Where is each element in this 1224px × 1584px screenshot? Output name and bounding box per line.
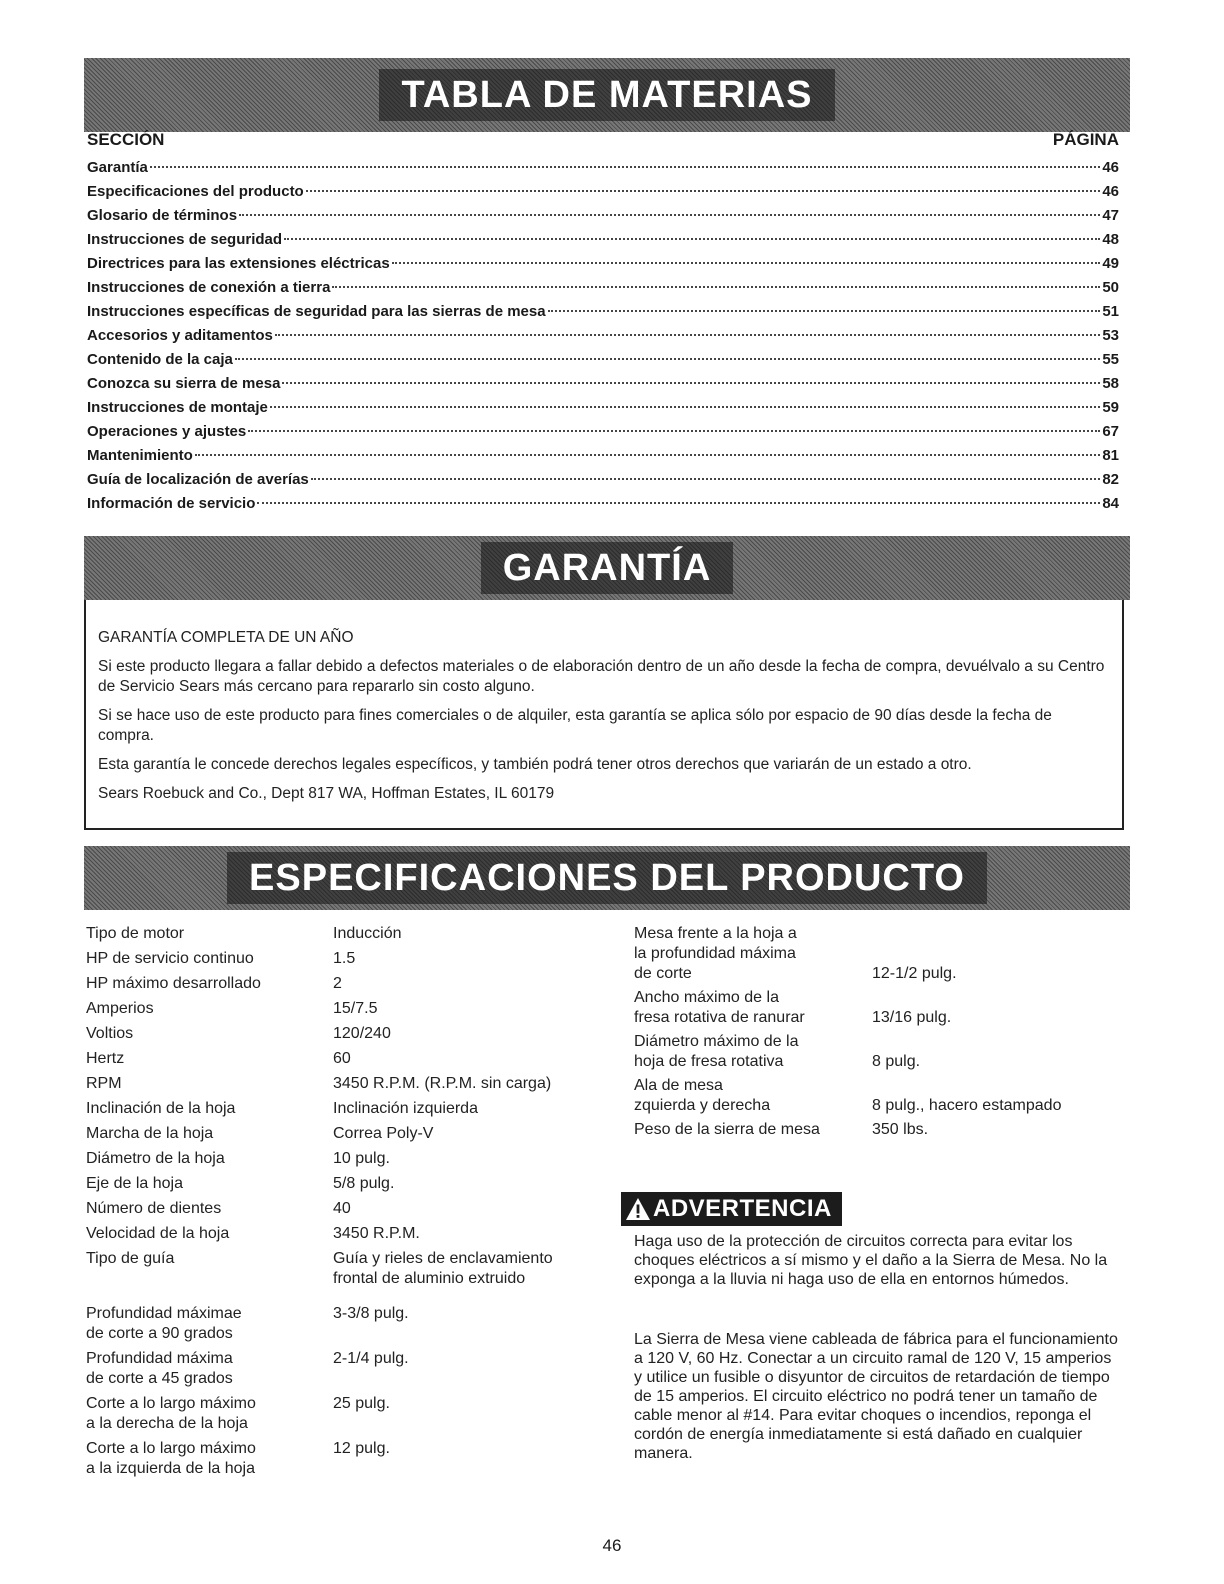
warranty-paragraph-1: Si este producto llegara a fallar debido a defectos materiales o de elaboración dentro de un año desde la fecha de compra, devuélvalo a su Centro de Servicio Sears más cercano para repararlo sin costo alguno. xyxy=(98,658,1105,695)
toc-entry-page: 51 xyxy=(1102,303,1119,320)
spec-value: 10 pulg. xyxy=(333,1150,390,1167)
toc-entry-page: 59 xyxy=(1102,399,1119,416)
spec-key: RPM xyxy=(86,1075,122,1092)
toc-entry-page: 55 xyxy=(1102,351,1119,368)
spec-key: Amperios xyxy=(86,1000,154,1017)
spec-value: 3-3/8 pulg. xyxy=(333,1305,409,1322)
toc-entry-label: Instrucciones específicas de seguridad para las sierras de mesa xyxy=(87,303,546,320)
toc-entry xyxy=(87,228,1119,252)
spec-value: Inducción xyxy=(333,925,402,942)
toc-leader-dots xyxy=(306,190,1101,192)
warranty-address: Sears Roebuck and Co., Dept 817 WA, Hoffman Estates, IL 60179 xyxy=(98,785,555,802)
toc-leader-dots xyxy=(548,310,1101,312)
toc-entry-label: Especificaciones del producto xyxy=(87,183,304,200)
toc-entry-label: Instrucciones de montaje xyxy=(87,399,268,416)
spec-value: 8 pulg. xyxy=(872,1053,921,1070)
toc-leader-dots xyxy=(332,286,1100,288)
spec-value: 25 pulg. xyxy=(333,1395,390,1412)
spec-key: Hertz xyxy=(86,1050,125,1067)
toc-entry xyxy=(87,372,1119,396)
toc-entry-label: Guía de localización de averías xyxy=(87,471,309,488)
toc-entry-label: Mantenimiento xyxy=(87,447,193,464)
spec-key: Ala de mesa zquierda y derecha xyxy=(634,1077,771,1114)
spec-value: Guía y rieles de enclavamiento frontal de aluminio extruido xyxy=(333,1250,553,1287)
spec-value: 3450 R.P.M. xyxy=(333,1225,420,1242)
spec-key: Mesa frente a la hoja a la profundidad máxima de corte xyxy=(634,925,797,982)
toc-entry-page: 81 xyxy=(1102,447,1119,464)
spec-row xyxy=(634,1076,1104,1116)
page-number: 46 xyxy=(602,1536,622,1555)
specs-left-column xyxy=(86,924,586,1484)
spec-value: 60 xyxy=(333,1050,351,1067)
toc-entry-page: 58 xyxy=(1102,375,1119,392)
spec-row xyxy=(86,1099,586,1119)
spec-key: Diámetro de la hoja xyxy=(86,1150,225,1167)
toc-entry xyxy=(87,204,1119,228)
toc-entry-page: 82 xyxy=(1102,471,1119,488)
spec-row xyxy=(86,999,586,1019)
spec-value: 12-1/2 pulg. xyxy=(872,965,957,982)
spec-row xyxy=(86,924,586,944)
spec-key: HP máximo desarrollado xyxy=(86,975,261,992)
toc-leader-dots xyxy=(270,406,1100,408)
toc-entry xyxy=(87,492,1119,516)
toc-entry-label: Operaciones y ajustes xyxy=(87,423,247,440)
toc-entry-page: 67 xyxy=(1102,423,1119,440)
spec-value: 2 xyxy=(333,975,342,992)
spec-key: Diámetro máximo de la hoja de fresa rotativa xyxy=(634,1033,799,1070)
spec-key: Profundidad máxima de corte a 45 grados xyxy=(86,1350,233,1387)
spec-row xyxy=(86,1439,586,1479)
spec-key: Inclinación de la hoja xyxy=(86,1100,236,1117)
specs-banner xyxy=(84,846,1130,910)
spec-key: Peso de la sierra de mesa xyxy=(634,1121,820,1138)
spec-key: Corte a lo largo máximo a la derecha de la hoja xyxy=(86,1395,256,1432)
toc-entry-label: Conozca su sierra de mesa xyxy=(87,375,281,392)
toc-entry-label: Glosario de términos xyxy=(87,207,238,224)
toc-entry xyxy=(87,300,1119,324)
toc-leader-dots xyxy=(235,358,1100,360)
spec-value: 13/16 pulg. xyxy=(872,1009,952,1026)
spec-value: 1.5 xyxy=(333,950,356,967)
spec-value: 5/8 pulg. xyxy=(333,1175,395,1192)
toc-entries xyxy=(87,156,1119,516)
spec-row xyxy=(86,1249,586,1289)
toc-entry-label: Contenido de la caja xyxy=(87,351,233,368)
spec-row xyxy=(634,924,1104,984)
toc-entry-page: 53 xyxy=(1102,327,1119,344)
toc-entry-page: 46 xyxy=(1102,183,1119,200)
spec-value: 15/7.5 xyxy=(333,1000,378,1017)
toc-entry xyxy=(87,396,1119,420)
spec-spacer xyxy=(86,1294,586,1304)
spec-value: 40 xyxy=(333,1200,351,1217)
spec-key: Profundidad máximae de corte a 90 grados xyxy=(86,1305,242,1342)
toc-entry-label: Información de servicio xyxy=(87,495,256,512)
toc-entry-page: 47 xyxy=(1102,207,1119,224)
toc-banner xyxy=(84,58,1130,132)
warning-triangle-icon xyxy=(625,1197,651,1221)
warranty-title: GARANTÍA xyxy=(481,542,734,594)
spec-key: Voltios xyxy=(86,1025,134,1042)
spec-key: Número de dientes xyxy=(86,1200,222,1217)
toc-entry xyxy=(87,252,1119,276)
spec-key: Marcha de la hoja xyxy=(86,1125,214,1142)
toc-entry-page: 49 xyxy=(1102,255,1119,272)
toc-leader-dots xyxy=(239,214,1100,216)
toc-entry-label: Instrucciones de conexión a tierra xyxy=(87,279,331,296)
specs-title: ESPECIFICACIONES DEL PRODUCTO xyxy=(227,852,987,904)
spec-value: Inclinación izquierda xyxy=(333,1100,478,1117)
spec-key: Ancho máximo de la fresa rotativa de ranurar xyxy=(634,989,805,1026)
toc-leader-dots xyxy=(195,454,1100,456)
warning-paragraph-2: La Sierra de Mesa viene cableada de fábrica para el funcionamiento a 120 V, 60 Hz. Conectar a un circuito ramal de 120 V, 15 amperios y utilice un fusible o disyuntor de circuitos de retardación de tiempo de 15 amperios. El circuito eléctrico no podrá tener un tamaño de cable menor al #14. Para evitar choques o incendios, reponga el cordón de energía inmediatamente si está dañado en cualquier manera. xyxy=(634,1331,1118,1462)
table-of-contents xyxy=(87,130,1119,516)
toc-leader-dots xyxy=(248,430,1100,432)
warning-label: ADVERTENCIA xyxy=(653,1195,832,1222)
toc-header xyxy=(87,130,1119,150)
toc-leader-dots xyxy=(284,238,1100,240)
spec-value: 12 pulg. xyxy=(333,1440,390,1457)
spec-row xyxy=(86,949,586,969)
toc-entry xyxy=(87,180,1119,204)
warning-paragraph-1: Haga uso de la protección de circuitos correcta para evitar los choques eléctricos a sí mismo y el daño a la Sierra de Mesa. No la exponga a la lluvia ni haga uso de ella en entornos húmedos. xyxy=(634,1233,1108,1288)
spec-value: 120/240 xyxy=(333,1025,391,1042)
warning-badge xyxy=(621,1192,842,1226)
warranty-banner xyxy=(84,536,1130,600)
spec-row xyxy=(86,1394,586,1434)
warranty-heading: GARANTÍA COMPLETA DE UN AÑO xyxy=(98,629,354,646)
toc-leader-dots xyxy=(275,334,1100,336)
toc-entry-page: 50 xyxy=(1102,279,1119,296)
spec-row xyxy=(634,988,1104,1028)
spec-key: Eje de la hoja xyxy=(86,1175,183,1192)
spec-row xyxy=(86,1199,586,1219)
spec-row xyxy=(86,1349,586,1389)
toc-leader-dots xyxy=(257,502,1100,504)
spec-value: 3450 R.P.M. (R.P.M. sin carga) xyxy=(333,1075,552,1092)
toc-entry-label: Garantía xyxy=(87,159,148,176)
spec-key: HP de servicio continuo xyxy=(86,950,254,967)
toc-entry-page: 48 xyxy=(1102,231,1119,248)
specs-right-column xyxy=(634,924,1104,1144)
spec-value: Correa Poly-V xyxy=(333,1125,434,1142)
spec-value: 350 lbs. xyxy=(872,1121,929,1138)
toc-entry xyxy=(87,444,1119,468)
spec-key: Corte a lo largo máximo a la izquierda de la hoja xyxy=(86,1440,256,1477)
warranty-paragraph-2: Si se hace uso de este producto para fines comerciales o de alquiler, esta garantía se aplica sólo por espacio de 90 días desde la fecha de compra. xyxy=(98,707,1052,744)
toc-leader-dots xyxy=(150,166,1100,168)
toc-leader-dots xyxy=(311,478,1101,480)
spec-key: Velocidad de la hoja xyxy=(86,1225,230,1242)
toc-entry xyxy=(87,468,1119,492)
spec-row xyxy=(86,1074,586,1094)
spec-row xyxy=(86,1224,586,1244)
toc-entry-page: 46 xyxy=(1102,159,1119,176)
warranty-paragraph-3: Esta garantía le concede derechos legales específicos, y también podrá tener otros derechos que variarán de un estado a otro. xyxy=(98,756,972,773)
spec-row xyxy=(634,1032,1104,1072)
toc-entry-label: Accesorios y aditamentos xyxy=(87,327,273,344)
spec-row xyxy=(86,1304,586,1344)
spec-value: 8 pulg., hacero estampado xyxy=(872,1097,1062,1114)
spec-row xyxy=(86,1124,586,1144)
toc-entry xyxy=(87,348,1119,372)
spec-row xyxy=(634,1120,1104,1140)
toc-title: TABLA DE MATERIAS xyxy=(379,69,834,121)
toc-leader-dots xyxy=(392,262,1101,264)
page-column-header: PÁGINA xyxy=(1052,130,1119,149)
toc-entry-label: Instrucciones de seguridad xyxy=(87,231,283,248)
warranty-box xyxy=(84,600,1124,830)
spec-key: Tipo de guía xyxy=(86,1250,175,1267)
spec-row xyxy=(86,1049,586,1069)
spec-row xyxy=(86,1149,586,1169)
toc-entry xyxy=(87,324,1119,348)
toc-entry-page: 84 xyxy=(1102,495,1119,512)
spec-row xyxy=(86,974,586,994)
toc-entry-label: Directrices para las extensiones eléctricas xyxy=(87,255,390,272)
spec-row xyxy=(86,1024,586,1044)
toc-entry xyxy=(87,156,1119,180)
spec-key: Tipo de motor xyxy=(86,925,185,942)
toc-entry xyxy=(87,276,1119,300)
section-column-header: SECCIÓN xyxy=(87,130,165,149)
toc-entry xyxy=(87,420,1119,444)
spec-value: 2-1/4 pulg. xyxy=(333,1350,409,1367)
spec-row xyxy=(86,1174,586,1194)
toc-leader-dots xyxy=(282,382,1100,384)
